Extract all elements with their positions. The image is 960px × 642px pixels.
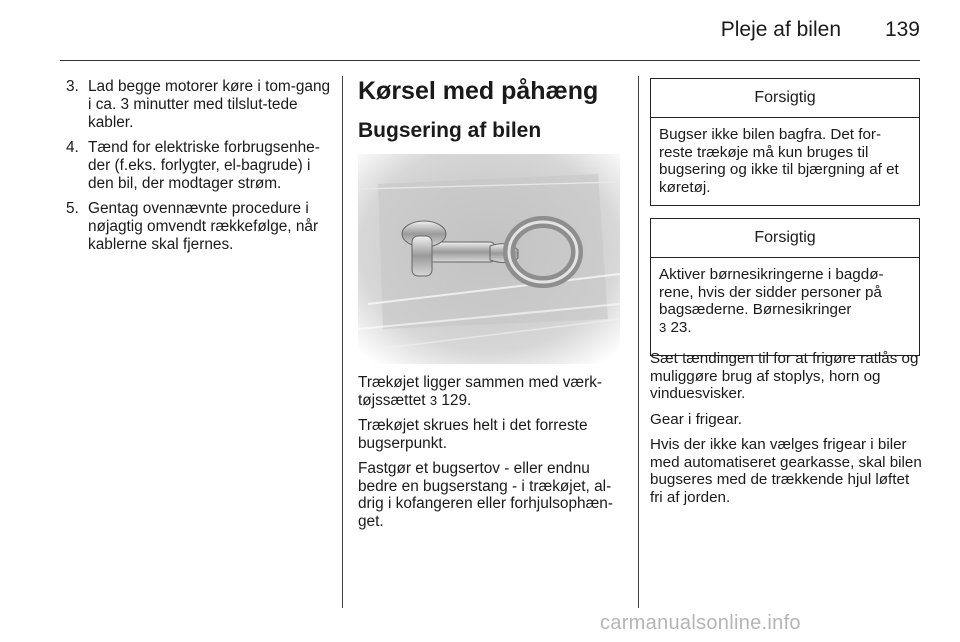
- list-item: [64, 139, 334, 193]
- column-divider-left: [342, 76, 343, 608]
- page-number: 139: [884, 18, 920, 41]
- caution-title: Forsigtig: [754, 229, 816, 246]
- paragraph: Trækøjet ligger sammen med værk-tøjssættet 3 129.: [358, 374, 603, 409]
- middle-body: [358, 374, 620, 538]
- list-item-number: 4.: [66, 139, 79, 156]
- right-body: [650, 350, 922, 514]
- section-heading: Kørsel med påhæng: [358, 77, 599, 105]
- left-column: [64, 78, 334, 261]
- reference-arrow-icon: 3: [429, 392, 438, 408]
- page-reference: 129.: [441, 391, 472, 409]
- caution-box: [650, 78, 920, 206]
- paragraph: Gear i frigear.: [650, 410, 743, 428]
- section-subheading: Bugsering af bilen: [358, 119, 542, 142]
- page-header-title: Pleje af bilen: [720, 18, 841, 41]
- list-item-text: Lad begge motorer køre i tom-gang i ca. 3 minutter med tilslut-tede kabler.: [88, 78, 331, 131]
- caution-title: Forsigtig: [754, 89, 816, 106]
- list-item-number: 5.: [66, 200, 79, 217]
- column-divider-right: [638, 76, 639, 608]
- reference-arrow-icon: 3: [659, 319, 667, 335]
- list-item: [64, 78, 334, 132]
- watermark: carmanualsonline.info: [600, 612, 801, 634]
- list-item-text: Tænd for elektriske forbrugsenhe-der (f.eks. forlygter, el-bagrude) i den bil, der modtager strøm.: [88, 139, 320, 192]
- middle-column: [358, 76, 620, 530]
- list-item: [64, 200, 334, 254]
- paragraph: Hvis der ikke kan vælges frigear i biler med automatiseret gearkasse, skal bilen bugseres med de trækkende hjul løftet fri af jorden.: [650, 436, 922, 506]
- caution-text: Bugser ikke bilen bagfra. Det for-reste trækøje må kun bruges til bugsering og ikke til bjærgning af et køretøj.: [659, 126, 899, 196]
- header-rule: [60, 60, 920, 61]
- towing-eye-figure: [358, 154, 620, 364]
- paragraph: Fastgør et bugsertov - eller endnu bedre en bugserstang - i trækøjet, al-drig i kofangeren eller forhjulsophæn-get.: [358, 460, 613, 530]
- paragraph: Trækøjet skrues helt i det forreste bugserpunkt.: [358, 417, 588, 452]
- page-reference: 23.: [670, 318, 692, 336]
- procedure-list: [64, 78, 334, 254]
- list-item-text: Gentag ovennævnte procedure i nøjagtig omvendt rækkefølge, når kablerne skal fjernes.: [88, 200, 319, 253]
- paragraph: Sæt tændingen til for at frigøre ratlås og muliggøre brug af stoplys, horn og vinduesvisker.: [650, 350, 919, 402]
- caution-box: [650, 218, 920, 356]
- caution-text: Aktiver børnesikringerne i bagdø-rene, hvis der sidder personer på bagsæderne. Børnesikringer 3 23.: [659, 266, 884, 336]
- list-item-number: 3.: [66, 78, 79, 95]
